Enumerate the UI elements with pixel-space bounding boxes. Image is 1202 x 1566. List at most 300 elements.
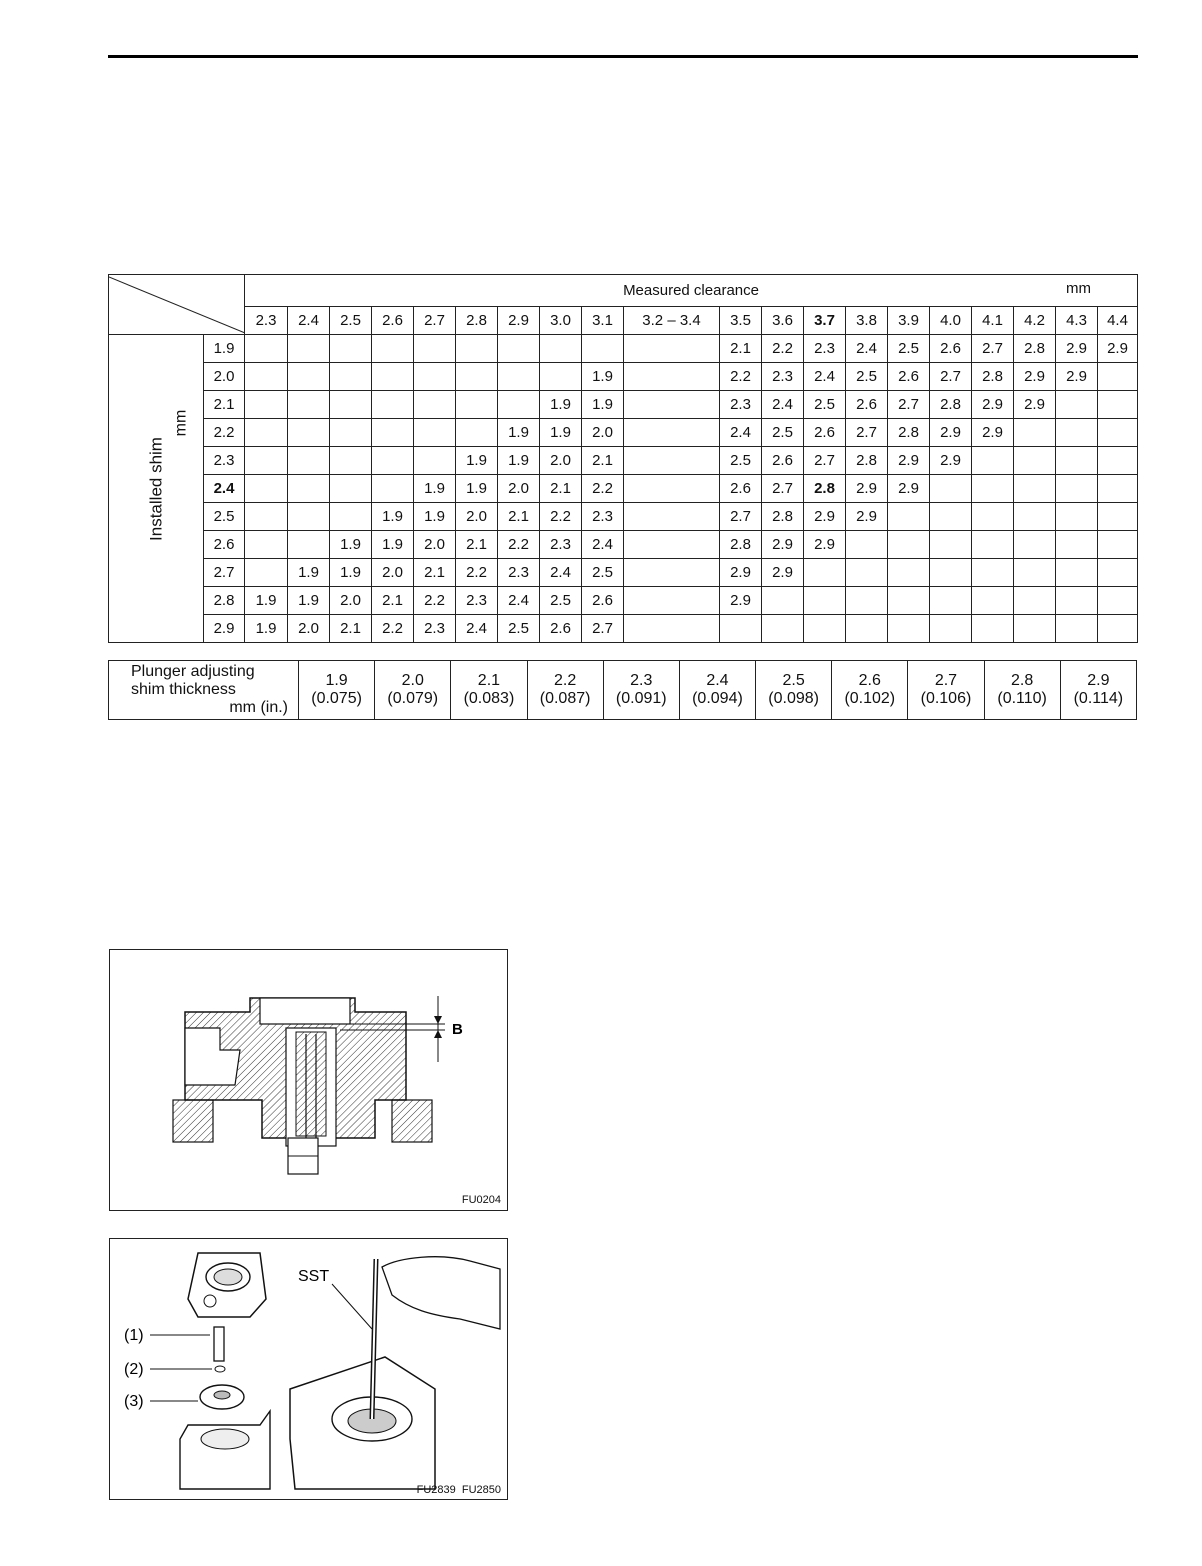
table-cell: 2.6 [720, 475, 762, 503]
installed-shim-value: 2.2 [204, 419, 245, 447]
table-cell: 2.0 [540, 447, 582, 475]
table-cell: 2.4 [720, 419, 762, 447]
table-cell: 2.9 [804, 503, 846, 531]
figure1-code: FU0204 [461, 1194, 501, 1206]
table-cell [414, 335, 456, 363]
table-cell [1056, 419, 1098, 447]
table-cell [245, 447, 288, 475]
table-cell [414, 363, 456, 391]
table-cell: 2.6 [930, 335, 972, 363]
table-cell: 2.5 [888, 335, 930, 363]
table-cell: 2.7 [720, 503, 762, 531]
table-cell [245, 419, 288, 447]
table-cell [414, 391, 456, 419]
table-cell: 2.0 [330, 587, 372, 615]
table-cell [456, 391, 498, 419]
table-cell [330, 335, 372, 363]
table-cell [288, 475, 330, 503]
installed-shim-header [109, 335, 204, 643]
table-row [109, 531, 1138, 559]
table-cell: 2.1 [540, 475, 582, 503]
shim-mm: 2.3 [630, 672, 653, 689]
table-cell [540, 363, 582, 391]
table-cell [720, 615, 762, 643]
shim-inch: (0.094) [692, 690, 743, 707]
table-cell: 2.3 [498, 559, 540, 587]
table-cell: 2.6 [804, 419, 846, 447]
table-cell: 2.8 [972, 363, 1014, 391]
label-b: B [452, 1021, 463, 1038]
table-cell [972, 559, 1014, 587]
table-cell: 2.5 [498, 615, 540, 643]
shim-inch: (0.110) [997, 690, 1047, 707]
table-cell: 2.5 [582, 559, 624, 587]
shim-thickness-header [109, 661, 299, 720]
table-cell: 1.9 [456, 475, 498, 503]
column-header: 2.6 [372, 307, 414, 335]
column-header: 3.8 [846, 307, 888, 335]
table-cell [930, 503, 972, 531]
table-cell [330, 419, 372, 447]
table-cell [804, 587, 846, 615]
figure2-code: FU2839 FU2850 [416, 1484, 501, 1496]
table-cell: 2.9 [888, 447, 930, 475]
table-cell [888, 615, 930, 643]
label-2: (2) [124, 1361, 144, 1378]
table-row [109, 363, 1138, 391]
installed-shim-value: 2.1 [204, 391, 245, 419]
column-header: 3.1 [582, 307, 624, 335]
table-cell [888, 587, 930, 615]
table-cell [804, 559, 846, 587]
installed-shim-value: 2.6 [204, 531, 245, 559]
shim-mm: 2.7 [934, 672, 958, 689]
table-cell: 2.9 [930, 447, 972, 475]
table-cell [1056, 503, 1098, 531]
table-cell: 2.2 [456, 559, 498, 587]
table-cell: 2.9 [846, 503, 888, 531]
table-cell [846, 587, 888, 615]
table-cell: 1.9 [330, 531, 372, 559]
corner-diagonal [109, 275, 245, 335]
table-cell: 2.3 [414, 615, 456, 643]
table-row [109, 419, 1138, 447]
table-cell [1098, 587, 1138, 615]
table-cell: 2.6 [846, 391, 888, 419]
table-cell [888, 503, 930, 531]
table-cell: 2.8 [804, 475, 846, 503]
shim-inch: (0.083) [463, 690, 515, 707]
table-cell: 2.8 [930, 391, 972, 419]
installed-shim-value: 2.0 [204, 363, 245, 391]
table-cell: 1.9 [498, 419, 540, 447]
table-cell: 2.7 [762, 475, 804, 503]
table-cell [288, 419, 330, 447]
table-cell: 2.7 [972, 335, 1014, 363]
table-cell: 2.9 [972, 391, 1014, 419]
table-row [109, 391, 1138, 419]
table-cell: 2.3 [804, 335, 846, 363]
table-cell [1098, 615, 1138, 643]
table-cell [1056, 531, 1098, 559]
table-cell [846, 531, 888, 559]
shim-inch: (0.114) [1073, 690, 1124, 707]
table-cell [1014, 559, 1056, 587]
table-cell: 2.7 [804, 447, 846, 475]
table-cell [1014, 531, 1056, 559]
column-header: 3.6 [762, 307, 804, 335]
table-cell: 2.9 [1014, 363, 1056, 391]
column-header: 2.4 [288, 307, 330, 335]
table-cell: 1.9 [372, 531, 414, 559]
table-cell: 2.2 [720, 363, 762, 391]
column-header: 4.1 [972, 307, 1014, 335]
table-cell [972, 503, 1014, 531]
table-cell [1014, 447, 1056, 475]
table-cell [762, 587, 804, 615]
table-cell [1098, 447, 1138, 475]
pump-head-cross-section-illustration [110, 950, 507, 1210]
table-cell: 2.8 [720, 531, 762, 559]
table-cell: 2.1 [414, 559, 456, 587]
table-cell: 2.7 [930, 363, 972, 391]
disassembly-illustration [110, 1239, 507, 1499]
table-cell [372, 447, 414, 475]
table-cell [498, 335, 540, 363]
table-cell: 2.4 [498, 587, 540, 615]
table-cell [582, 335, 624, 363]
installed-shim-unit: mm [172, 409, 190, 437]
table-cell: 2.7 [582, 615, 624, 643]
shim-mm: 2.5 [782, 672, 805, 689]
shim-thickness-cell [451, 661, 527, 720]
table-cell: 2.9 [1056, 363, 1098, 391]
installed-shim-value: 2.7 [204, 559, 245, 587]
column-header: 3.0 [540, 307, 582, 335]
table-cell: 2.9 [972, 419, 1014, 447]
table-cell [372, 419, 414, 447]
table-cell [372, 391, 414, 419]
label-sst: SST [298, 1268, 330, 1285]
table-row [109, 503, 1138, 531]
table-cell [624, 587, 720, 615]
table-cell [1098, 559, 1138, 587]
table-cell: 2.8 [762, 503, 804, 531]
shim-inch: (0.091) [615, 690, 667, 707]
table-cell: 2.1 [372, 587, 414, 615]
column-header: 4.0 [930, 307, 972, 335]
table-cell [1014, 587, 1056, 615]
table-cell [245, 559, 288, 587]
table-cell [456, 363, 498, 391]
table-cell [288, 363, 330, 391]
table-cell: 2.8 [888, 419, 930, 447]
table-cell: 2.9 [930, 419, 972, 447]
installed-shim-value: 2.4 [204, 475, 245, 503]
table-cell [245, 335, 288, 363]
table-cell: 1.9 [414, 475, 456, 503]
table-cell [498, 363, 540, 391]
table-cell [1098, 503, 1138, 531]
table-cell [930, 615, 972, 643]
table-cell: 1.9 [414, 503, 456, 531]
table-cell [624, 475, 720, 503]
installed-shim-value: 2.8 [204, 587, 245, 615]
table-cell: 2.9 [762, 531, 804, 559]
table-cell: 2.8 [846, 447, 888, 475]
table-cell [1014, 503, 1056, 531]
table-cell [888, 531, 930, 559]
table-cell: 2.0 [288, 615, 330, 643]
table-cell [330, 475, 372, 503]
table-cell: 2.9 [888, 475, 930, 503]
table-row [109, 559, 1138, 587]
table-cell [1056, 615, 1098, 643]
table-cell: 1.9 [456, 447, 498, 475]
table-cell: 2.9 [804, 531, 846, 559]
table-cell [804, 615, 846, 643]
table-cell [888, 559, 930, 587]
top-rule [108, 55, 1138, 58]
table-cell [762, 615, 804, 643]
table-cell: 2.5 [804, 391, 846, 419]
table-cell [498, 391, 540, 419]
table-cell [288, 335, 330, 363]
table-cell [414, 447, 456, 475]
table-cell [930, 587, 972, 615]
table-cell [414, 419, 456, 447]
table-cell: 2.9 [1056, 335, 1098, 363]
shim-inch: (0.075) [311, 690, 362, 707]
table-cell [372, 475, 414, 503]
figure-clearance-diagram [109, 949, 508, 1211]
table-cell: 2.9 [1098, 335, 1138, 363]
table-cell: 1.9 [540, 419, 582, 447]
table-cell [1098, 531, 1138, 559]
table-cell [624, 419, 720, 447]
table-cell [330, 503, 372, 531]
shim-inch: (0.087) [539, 690, 591, 707]
table-cell: 2.4 [804, 363, 846, 391]
table-cell: 1.9 [582, 391, 624, 419]
table-cell: 2.7 [888, 391, 930, 419]
shim-thickness-table [108, 660, 1137, 720]
table-cell [624, 335, 720, 363]
table-cell [372, 363, 414, 391]
installed-shim-value: 2.3 [204, 447, 245, 475]
table-cell: 2.2 [582, 475, 624, 503]
table-cell: 2.9 [1014, 391, 1056, 419]
table-cell: 2.9 [762, 559, 804, 587]
table-cell: 1.9 [245, 587, 288, 615]
installed-shim-value: 2.5 [204, 503, 245, 531]
shim-selection-table [108, 274, 1138, 643]
table-cell [245, 531, 288, 559]
table-cell [330, 447, 372, 475]
table-cell [624, 531, 720, 559]
table-cell: 2.3 [720, 391, 762, 419]
table-cell: 2.0 [456, 503, 498, 531]
shim-mm: 2.9 [1087, 672, 1110, 689]
shim-mm: 2.2 [553, 672, 577, 689]
table-row [109, 615, 1138, 643]
table-cell: 2.6 [582, 587, 624, 615]
shim-thickness-cell [832, 661, 908, 720]
table-cell [288, 447, 330, 475]
table-cell [1056, 447, 1098, 475]
shim-label-line3: mm (in.) [229, 699, 288, 716]
table-cell: 1.9 [330, 559, 372, 587]
table-cell: 1.9 [245, 615, 288, 643]
table-cell [972, 531, 1014, 559]
table-cell: 2.9 [846, 475, 888, 503]
table-row [109, 447, 1138, 475]
table-cell: 2.3 [540, 531, 582, 559]
table-cell [1098, 419, 1138, 447]
shim-thickness-cell [299, 661, 375, 720]
table-cell [330, 391, 372, 419]
table-cell [245, 391, 288, 419]
column-header: 2.8 [456, 307, 498, 335]
table-cell: 2.3 [456, 587, 498, 615]
table-cell: 2.2 [498, 531, 540, 559]
table-cell [624, 615, 720, 643]
table-cell: 2.1 [498, 503, 540, 531]
table-cell [1098, 391, 1138, 419]
table-cell [1098, 475, 1138, 503]
table-cell: 1.9 [288, 559, 330, 587]
table-cell [1014, 475, 1056, 503]
column-header: 4.2 [1014, 307, 1056, 335]
measured-clearance-label: Measured clearance [623, 282, 759, 299]
table-cell: 2.4 [456, 615, 498, 643]
table-cell [288, 531, 330, 559]
shim-mm: 2.0 [401, 672, 424, 689]
installed-shim-value: 2.9 [204, 615, 245, 643]
table-cell [540, 335, 582, 363]
table-cell: 2.6 [762, 447, 804, 475]
table-cell: 2.1 [720, 335, 762, 363]
table-cell: 2.8 [1014, 335, 1056, 363]
shim-inch: (0.098) [768, 690, 819, 707]
column-header: 4.4 [1098, 307, 1138, 335]
table-cell: 2.0 [582, 419, 624, 447]
table-cell: 1.9 [582, 363, 624, 391]
table-row [109, 475, 1138, 503]
table-cell [624, 363, 720, 391]
shim-thickness-cell [984, 661, 1060, 720]
installed-shim-label: Installed shim [146, 436, 166, 541]
table-cell: 1.9 [498, 447, 540, 475]
shim-inch: (0.106) [920, 690, 972, 707]
table-corner [109, 275, 245, 335]
installed-shim-value: 1.9 [204, 335, 245, 363]
table-cell: 2.4 [582, 531, 624, 559]
shim-thickness-cell [908, 661, 984, 720]
table-cell: 2.6 [540, 615, 582, 643]
table-cell: 2.1 [330, 615, 372, 643]
table-cell: 2.1 [456, 531, 498, 559]
shim-mm: 2.6 [858, 672, 881, 689]
table-cell [1056, 559, 1098, 587]
shim-mm: 2.8 [1011, 672, 1034, 689]
shim-label-line2: shim thickness [131, 681, 236, 698]
table-cell [245, 475, 288, 503]
shim-thickness-cell [603, 661, 679, 720]
shim-thickness-cell [679, 661, 755, 720]
column-header: 2.9 [498, 307, 540, 335]
table-cell [1056, 475, 1098, 503]
table-cell: 2.4 [762, 391, 804, 419]
table-cell [624, 391, 720, 419]
shim-thickness-cell [527, 661, 603, 720]
table-cell: 2.2 [372, 615, 414, 643]
table-cell: 2.3 [762, 363, 804, 391]
table-row [109, 335, 1138, 363]
table-cell: 2.3 [582, 503, 624, 531]
table-row [109, 587, 1138, 615]
table-cell: 2.9 [720, 587, 762, 615]
table-cell: 2.9 [720, 559, 762, 587]
table-cell [972, 587, 1014, 615]
column-header: 2.5 [330, 307, 372, 335]
table-cell [1014, 615, 1056, 643]
table-cell: 1.9 [372, 503, 414, 531]
table-cell: 2.0 [372, 559, 414, 587]
table-cell: 2.7 [846, 419, 888, 447]
column-header: 2.7 [414, 307, 456, 335]
table-cell [288, 503, 330, 531]
table-cell [245, 363, 288, 391]
table-cell: 2.6 [888, 363, 930, 391]
table-cell: 1.9 [288, 587, 330, 615]
measured-unit: mm [1066, 280, 1092, 297]
table-cell [1056, 391, 1098, 419]
label-1: (1) [124, 1327, 144, 1344]
table-cell [972, 615, 1014, 643]
table-cell [456, 419, 498, 447]
table-cell: 2.4 [846, 335, 888, 363]
table-cell [1014, 419, 1056, 447]
table-cell [456, 335, 498, 363]
table-cell [846, 559, 888, 587]
shim-inch: (0.102) [844, 690, 896, 707]
shim-mm: 2.4 [706, 672, 729, 689]
table-cell [846, 615, 888, 643]
table-cell: 1.9 [540, 391, 582, 419]
shim-thickness-cell [1060, 661, 1136, 720]
measured-clearance-header [245, 275, 1138, 307]
table-cell: 2.0 [498, 475, 540, 503]
table-cell [624, 503, 720, 531]
column-header: 3.5 [720, 307, 762, 335]
table-cell: 2.5 [720, 447, 762, 475]
table-cell: 2.2 [540, 503, 582, 531]
table-cell: 2.5 [540, 587, 582, 615]
table-cell [1098, 363, 1138, 391]
table-cell: 2.5 [846, 363, 888, 391]
table-cell: 2.2 [414, 587, 456, 615]
shim-thickness-cell [756, 661, 832, 720]
table-cell [972, 475, 1014, 503]
table-cell [1056, 587, 1098, 615]
column-header: 3.9 [888, 307, 930, 335]
column-header: 3.7 [804, 307, 846, 335]
table-cell: 2.4 [540, 559, 582, 587]
shim-mm: 1.9 [325, 672, 348, 689]
table-cell [288, 391, 330, 419]
table-cell: 2.2 [762, 335, 804, 363]
